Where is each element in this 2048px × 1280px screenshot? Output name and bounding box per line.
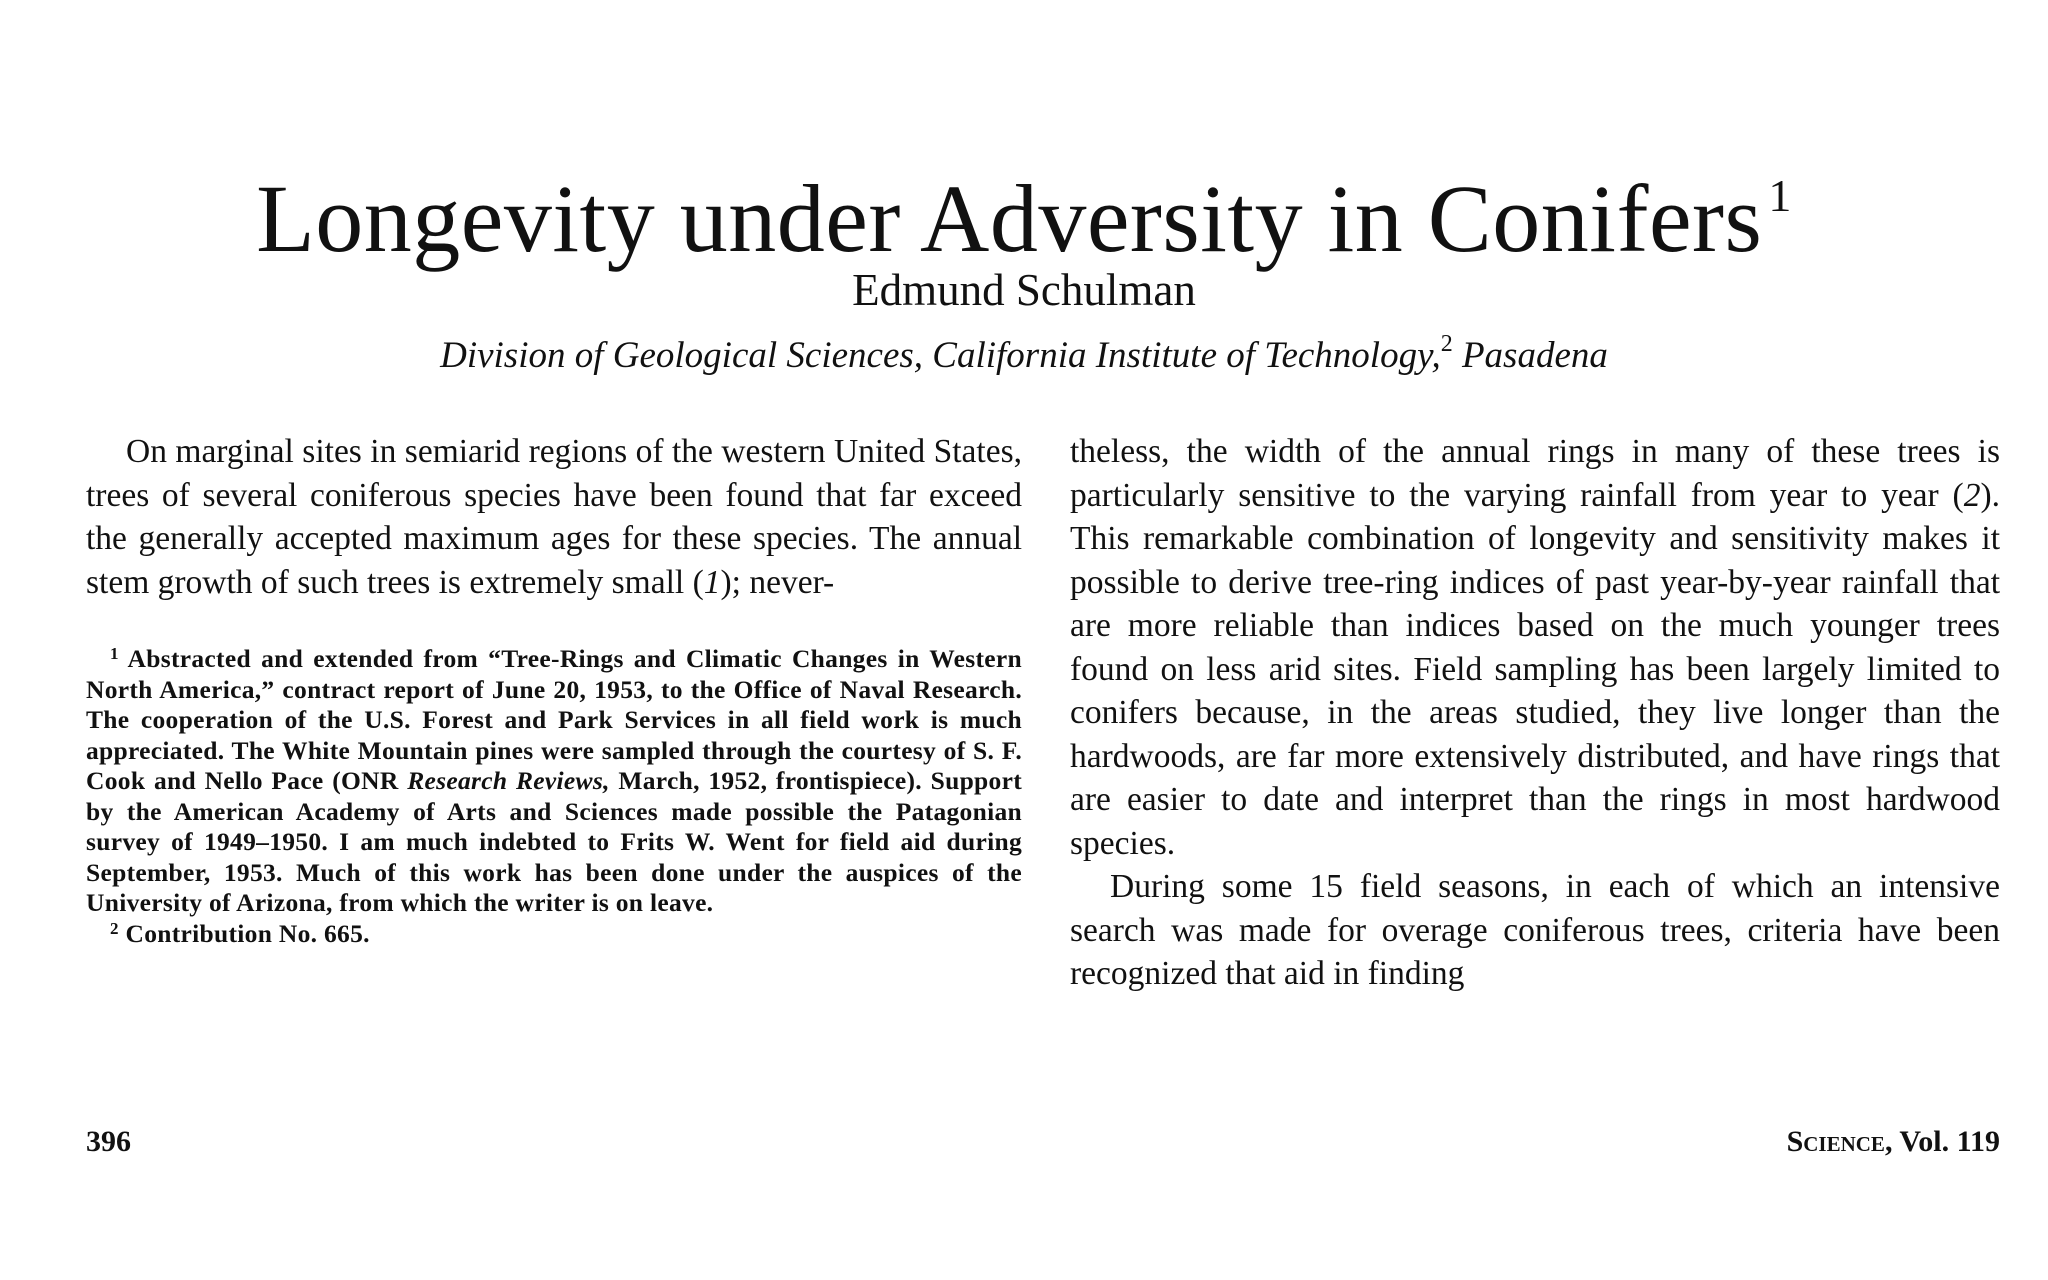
body-paragraph: During some 15 field seasons, in each of which an intensive search was made for overage coniferous trees, criteria have been recognized that aid in finding xyxy=(1070,868,2000,992)
journal-reference xyxy=(1787,1124,2000,1160)
author-name: Edmund Schulman xyxy=(852,265,1196,315)
footnotes xyxy=(86,644,1022,949)
title-footnote-mark: 1 xyxy=(1768,170,1792,222)
footnote-mark: 1 xyxy=(110,644,119,663)
author-affiliation xyxy=(0,332,2048,380)
footnote-text: Contribution No. 665. xyxy=(125,918,370,948)
right-column xyxy=(1070,430,2000,996)
journal-volume: , Vol. 119 xyxy=(1884,1125,2000,1158)
journal-name: Science xyxy=(1786,1125,1885,1158)
left-column xyxy=(86,430,1022,949)
article-title-text: Longevity under Adversity in Conifers xyxy=(256,165,1763,273)
footnote-2 xyxy=(86,919,1022,950)
footnote-mark: 2 xyxy=(110,918,119,938)
body-paragraph xyxy=(86,430,1022,604)
affiliation-city: Pasadena xyxy=(1452,335,1608,376)
paragraph-text: On marginal sites in semiarid regions of the western United States, trees of several coniferous species have been found that far exceed the generally accepted maximum ages for these species. The annual stem growth of such trees is extremely small ( xyxy=(86,433,1022,601)
footnote-text: March, 1952, frontispiece). Support by the American Academy of Arts and Sciences made possible the Patagonian survey of 1949–1950. I am much indebted to Frits W. Went for field aid during September, 1953. Much of this work has been done under the auspices of the University of Arizona, from which the writer is on leave. xyxy=(86,766,1022,917)
footnote-italic-text: Research Reviews, xyxy=(407,766,610,795)
affiliation-footnote-mark: 2 xyxy=(1440,331,1453,357)
footnote-1 xyxy=(86,644,1022,919)
footnote-text: Abstracted and extended from “Tree-Rings and Climatic Changes in Western North America,” contract report of June 20, 1953, to the Office of Naval Research. The cooperation of the U.S. Forest and Park Services in all field work is much appreciated. The White Mountain pines were sampled through the courtesy of S. F. Cook and Nello Pace (ONR xyxy=(86,644,1022,795)
reference-number: 1 xyxy=(703,563,721,601)
paragraph-text: ); never- xyxy=(720,563,835,601)
paragraph-text: theless, the width of the annual rings in many of these trees is particularly sensitive to the varying rainfall from year to year ( xyxy=(1070,433,2000,514)
affiliation-text: Division of Geological Sciences, California Institute of Technology, xyxy=(440,335,1441,376)
paragraph-text: ). This remarkable combination of longevity and sensitivity makes it possible to derive tree-ring indices of past year-by-year rainfall that are more reliable than indices based on the much younger trees found on less arid sites. Field sampling has been largely limited to conifers because, in the areas studied, they live longer than the hardwoods, are far more extensively distributed, and have rings that are easier to date and interpret than the rings in most hardwood species. xyxy=(1070,476,2000,862)
article-title xyxy=(0,164,2048,274)
reference-number: 2 xyxy=(1963,476,1981,514)
body-paragraph xyxy=(1070,430,2000,865)
page-number: 396 xyxy=(86,1125,131,1158)
